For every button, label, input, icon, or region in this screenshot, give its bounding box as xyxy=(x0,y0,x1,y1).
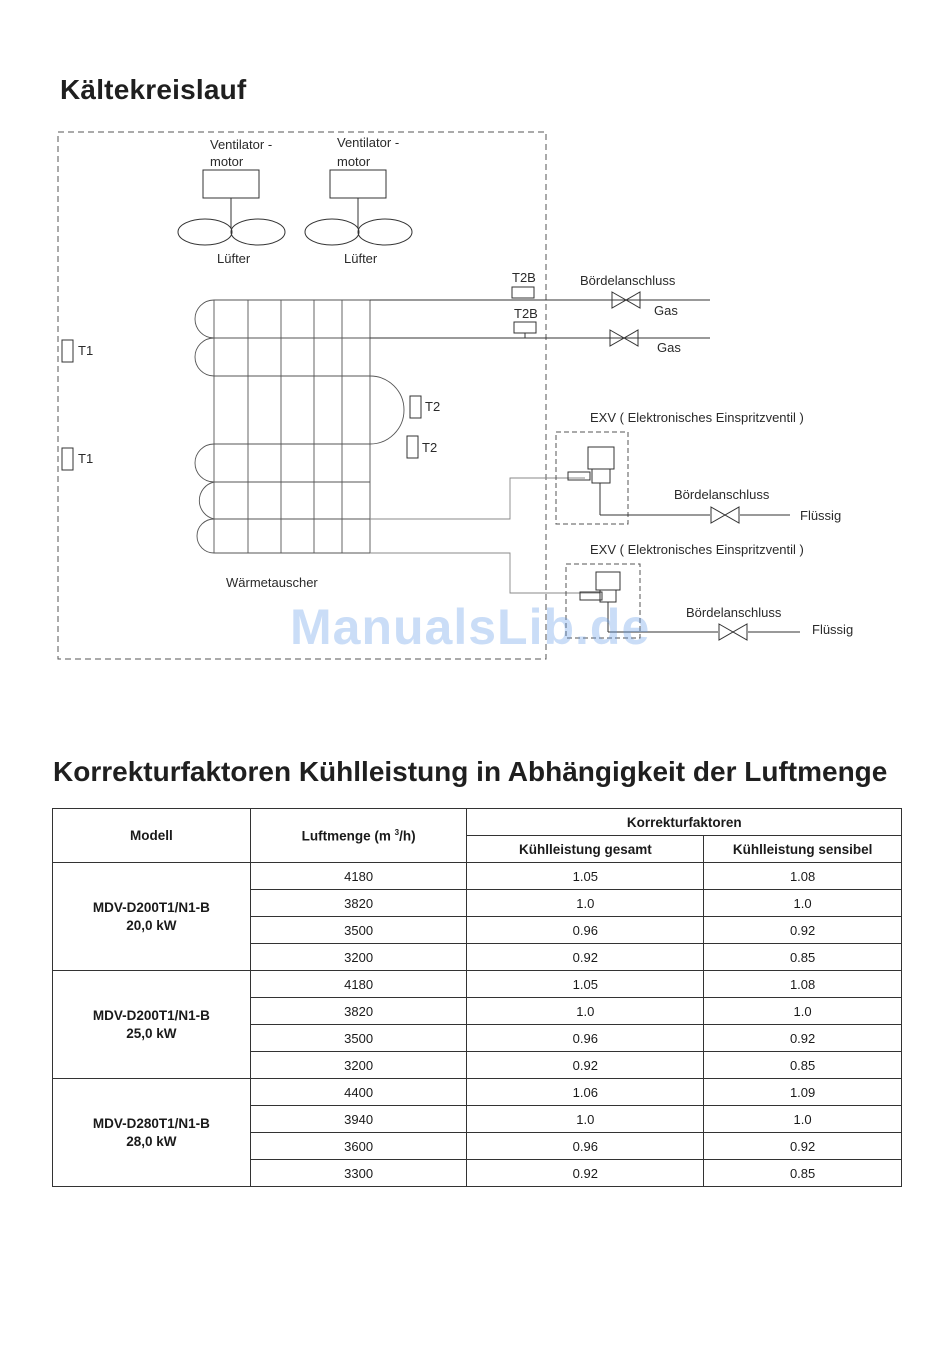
total-cell: 0.96 xyxy=(467,917,704,944)
sensible-cell: 1.0 xyxy=(704,998,902,1025)
fan-motor-2-label-line2: motor xyxy=(337,154,371,169)
sensible-cell: 0.85 xyxy=(704,1160,902,1187)
col-airflow-header: Luftmenge (m $^3$/h) xyxy=(250,809,467,863)
fan-1-label: Lüfter xyxy=(217,251,251,266)
fan-2-blade-right xyxy=(358,219,412,245)
liquid-valve-1 xyxy=(711,507,739,523)
sensor-t1-1 xyxy=(62,340,73,362)
total-cell: 1.06 xyxy=(467,1079,704,1106)
airflow-cell: 4180 xyxy=(250,863,467,890)
heat-exchanger-label: Wärmetauscher xyxy=(226,575,318,590)
airflow-cell: 3820 xyxy=(250,998,467,1025)
fan-2-blade-left xyxy=(305,219,359,245)
sensible-cell: 1.09 xyxy=(704,1079,902,1106)
exv-2-label: EXV ( Elektronisches Einspritzventil ) xyxy=(590,542,804,557)
sensible-cell: 0.92 xyxy=(704,1025,902,1052)
sensor-t1-2-label: T1 xyxy=(78,451,94,466)
sensor-t1-2 xyxy=(62,448,73,470)
model-name: MDV-D200T1/N1-B xyxy=(92,1007,210,1023)
col-model-header: Modell xyxy=(53,809,251,863)
fan-1-blade-right xyxy=(231,219,285,245)
airflow-cell: 3300 xyxy=(250,1160,467,1187)
fan-motor-2 xyxy=(330,170,386,198)
exv-1-label: EXV ( Elektronisches Einspritzventil ) xyxy=(590,410,804,425)
model-power: 25,0 kW xyxy=(126,1025,177,1041)
gas-2-label: Gas xyxy=(657,340,681,355)
model-cell xyxy=(53,971,251,1079)
model-name: MDV-D280T1/N1-B xyxy=(92,1115,210,1131)
table-row xyxy=(53,863,902,890)
airflow-cell: 4180 xyxy=(250,971,467,998)
sensible-cell: 0.92 xyxy=(704,1133,902,1160)
table-row xyxy=(53,1079,902,1106)
sensor-t2-2 xyxy=(407,436,418,458)
sensor-t2b-2 xyxy=(514,322,536,333)
model-power: 28,0 kW xyxy=(126,1133,177,1149)
sensible-cell: 1.08 xyxy=(704,863,902,890)
sensible-cell: 1.0 xyxy=(704,890,902,917)
table-row xyxy=(53,971,902,998)
correction-factors-table xyxy=(52,808,902,1187)
sensor-t2b-1 xyxy=(512,287,534,298)
flare-connection-liquid-2-label: Bördelanschluss xyxy=(686,605,782,620)
model-cell xyxy=(53,1079,251,1187)
total-cell: 1.0 xyxy=(467,1106,704,1133)
col-total-header: Kühlleistung gesamt xyxy=(467,836,704,863)
airflow-cell: 3200 xyxy=(250,1052,467,1079)
correction-heading: Korrekturfaktoren Kühlleistung in Abhängigkeit der Luftmenge xyxy=(53,756,888,787)
airflow-cell: 4400 xyxy=(250,1079,467,1106)
col-sensible-header: Kühlleistung sensibel xyxy=(704,836,902,863)
airflow-cell: 3940 xyxy=(250,1106,467,1133)
total-cell: 1.0 xyxy=(467,998,704,1025)
watermark: ManualsLib.de xyxy=(290,599,651,655)
model-cell xyxy=(53,863,251,971)
fan-motor-1 xyxy=(203,170,259,198)
sensible-cell: 1.08 xyxy=(704,971,902,998)
airflow-cell: 3200 xyxy=(250,944,467,971)
sensible-cell: 0.85 xyxy=(704,944,902,971)
liquid-valve-2 xyxy=(719,624,747,640)
circuit-heading: Kältekreislauf xyxy=(60,74,247,105)
total-cell: 1.05 xyxy=(467,971,704,998)
airflow-cell: 3600 xyxy=(250,1133,467,1160)
total-cell: 1.05 xyxy=(467,863,704,890)
gas-1-label: Gas xyxy=(654,303,678,318)
liquid-1-label: Flüssig xyxy=(800,508,842,523)
fan-motor-1-label-line2: motor xyxy=(210,154,244,169)
total-cell: 1.0 xyxy=(467,890,704,917)
sensible-cell: 0.92 xyxy=(704,917,902,944)
total-cell: 0.92 xyxy=(467,1052,704,1079)
sensor-t2-1-label: T2 xyxy=(425,399,441,414)
total-cell: 0.92 xyxy=(467,944,704,971)
fan-2-label: Lüfter xyxy=(344,251,378,266)
airflow-cell: 3500 xyxy=(250,917,467,944)
sensor-t1-1-label: T1 xyxy=(78,343,94,358)
airflow-cell: 3500 xyxy=(250,1025,467,1052)
exv-1-valve xyxy=(568,447,614,515)
sensible-cell: 1.0 xyxy=(704,1106,902,1133)
sensible-cell: 0.85 xyxy=(704,1052,902,1079)
total-cell: 0.96 xyxy=(467,1025,704,1052)
fan-1-blade-left xyxy=(178,219,232,245)
total-cell: 0.92 xyxy=(467,1160,704,1187)
table-header-row xyxy=(53,809,902,836)
flare-connection-gas-label: Bördelanschluss xyxy=(580,273,676,288)
fan-motor-2-label-line1: Ventilator - xyxy=(337,135,400,150)
liquid-2-label: Flüssig xyxy=(812,622,854,637)
total-cell: 0.96 xyxy=(467,1133,704,1160)
sensor-t2b-2-label: T2B xyxy=(514,306,538,321)
sensor-t2-1 xyxy=(410,396,421,418)
fan-motor-1-label-line1: Ventilator - xyxy=(210,137,273,152)
airflow-cell: 3820 xyxy=(250,890,467,917)
flare-connection-liquid-1-label: Bördelanschluss xyxy=(674,487,770,502)
sensor-t2b-1-label: T2B xyxy=(512,270,536,285)
model-name: MDV-D200T1/N1-B xyxy=(92,899,210,915)
sensor-t2-2-label: T2 xyxy=(422,440,438,455)
col-factors-header: Korrekturfaktoren xyxy=(467,809,902,836)
model-power: 20,0 kW xyxy=(126,917,177,933)
